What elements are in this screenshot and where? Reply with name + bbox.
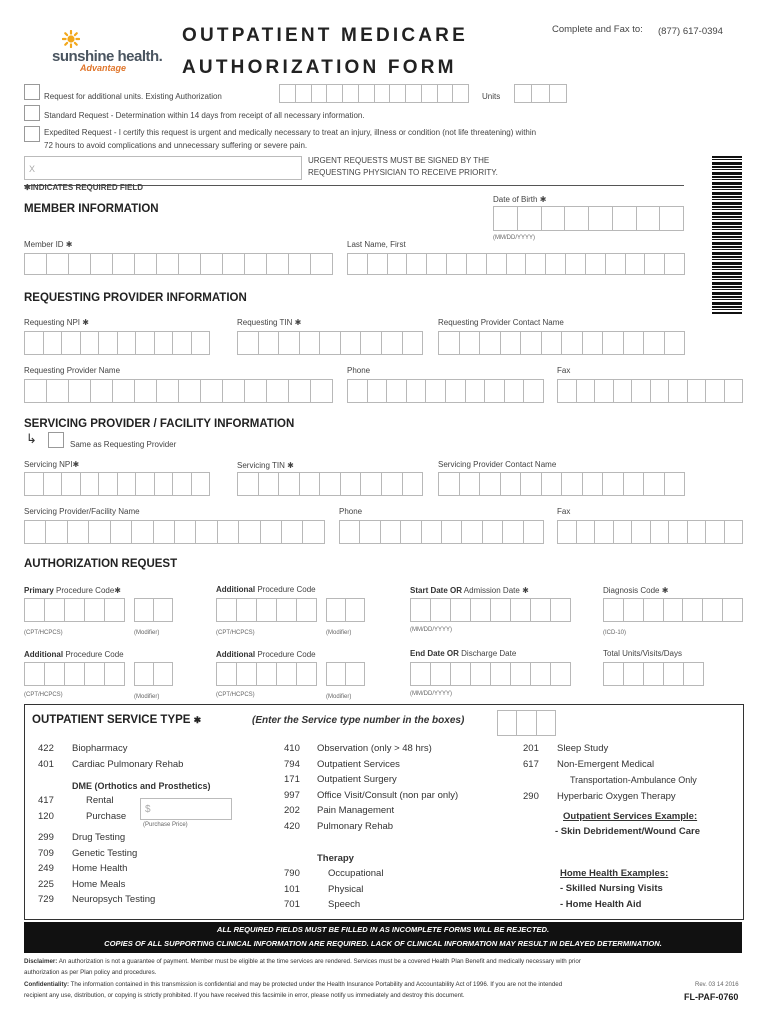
service-label: Outpatient Surgery — [317, 774, 397, 786]
fax-label: Complete and Fax to: — [552, 24, 643, 35]
service-code: 202 — [284, 805, 300, 817]
additional-cpt-field-3[interactable] — [216, 662, 316, 686]
req-phone-label: Phone — [347, 366, 371, 375]
procedure-code-label-4: Procedure Code — [257, 650, 316, 659]
sun-logo-icon — [62, 30, 80, 48]
required-asterisk-icon: ✱ — [522, 586, 529, 595]
serv-tin-field[interactable] — [237, 472, 422, 496]
req-contact-label: Requesting Provider Contact Name — [438, 318, 564, 327]
expedited-request-checkbox[interactable] — [24, 126, 40, 142]
primary-cpt-field[interactable] — [24, 598, 124, 622]
date-hint-2: (MM/DD/YYYY) — [410, 691, 452, 697]
additional-units-checkbox[interactable] — [24, 84, 40, 100]
primary-label: Primary — [24, 586, 54, 595]
additional-cpt-field-2[interactable] — [24, 662, 124, 686]
req-npi-label: Requesting NPI — [24, 318, 81, 327]
service-list-item — [38, 863, 155, 879]
transport-sub-label: Transportation-Ambulance Only — [570, 775, 697, 785]
service-list-col2 — [284, 743, 458, 837]
service-label: Pulmonary Rehab — [317, 820, 394, 832]
diagnosis-code-label: Diagnosis Code — [603, 586, 660, 595]
req-name-field[interactable] — [24, 379, 332, 403]
service-list-col1 — [38, 743, 183, 775]
service-code: 417 — [38, 795, 54, 806]
modifier-hint-1: (Modifier) — [134, 630, 160, 636]
service-code: 401 — [38, 759, 54, 770]
start-date-label: Start Date OR — [410, 586, 463, 595]
service-type-heading: OUTPATIENT SERVICE TYPE — [32, 714, 191, 726]
required-asterisk-icon: ✱ — [114, 586, 121, 595]
service-code: 422 — [38, 743, 54, 754]
service-code: 225 — [38, 878, 54, 890]
member-name-field[interactable] — [347, 253, 684, 275]
required-asterisk-icon: ✱ — [294, 318, 302, 327]
date-hint-1: (MM/DD/YYYY) — [410, 627, 452, 633]
service-code: 171 — [284, 774, 300, 786]
service-code: 101 — [284, 883, 300, 895]
arrow-down-right-icon: ↳ — [26, 431, 37, 446]
service-list-item — [38, 743, 183, 759]
signature-x: X — [29, 164, 36, 174]
total-units-label: Total Units/Visits/Days — [603, 649, 682, 658]
modifier-hint-2: (Modifier) — [326, 630, 352, 636]
required-asterisk-icon: ✱ — [72, 460, 80, 469]
cpt-hint-2: (CPT/HCPCS) — [216, 630, 255, 636]
req-phone-field[interactable] — [347, 379, 543, 403]
req-fax-label: Fax — [557, 366, 571, 375]
service-code: 290 — [523, 791, 539, 802]
service-list-item — [38, 879, 155, 895]
service-code: 420 — [284, 820, 300, 832]
brand-name: sunshine health. — [52, 48, 163, 65]
discharge-date-label: Discharge Date — [461, 649, 517, 658]
dob-format-hint: (MM/DD/YYYY) — [493, 235, 535, 241]
primary-modifier-field[interactable] — [134, 598, 172, 622]
service-list-item — [38, 759, 183, 775]
service-code: 729 — [38, 894, 54, 905]
therapy-heading: Therapy — [317, 853, 354, 864]
serv-name-label: Servicing Provider/Facility Name — [24, 507, 140, 516]
form-title-line1: OUTPATIENT MEDICARE — [182, 25, 468, 46]
service-list-item — [284, 805, 458, 821]
start-date-field[interactable] — [410, 598, 570, 622]
procedure-code-label: Procedure Code — [56, 586, 115, 595]
service-label: Pain Management — [317, 805, 395, 817]
service-code: 709 — [38, 847, 54, 859]
dob-label: Date of Birth — [493, 195, 538, 204]
serv-contact-field[interactable] — [438, 472, 684, 496]
service-code: 701 — [284, 899, 300, 911]
service-list-item — [284, 821, 458, 837]
dob-field[interactable] — [493, 206, 683, 231]
required-asterisk-icon: ✱ — [539, 195, 547, 204]
service-list-item — [523, 791, 676, 807]
serv-contact-label: Servicing Provider Contact Name — [438, 460, 557, 469]
service-label: Physical — [328, 883, 364, 895]
service-label: Observation (only > 48 hrs) — [317, 743, 432, 754]
service-type-instruction: (Enter the Service type number in the boxes) — [252, 715, 465, 726]
existing-auth-field[interactable] — [279, 84, 468, 103]
service-list-item — [284, 774, 458, 790]
service-code: 997 — [284, 789, 300, 801]
req-fax-field[interactable] — [557, 379, 742, 403]
dollar-sign: $ — [145, 804, 151, 815]
req-provider-heading: REQUESTING PROVIDER INFORMATION — [24, 292, 247, 304]
service-label: Office Visit/Consult (non par only) — [317, 789, 459, 801]
service-label: Non-Emergent Medical — [557, 759, 655, 770]
therapy-list — [284, 868, 383, 915]
service-list-item — [284, 743, 458, 759]
req-contact-field[interactable] — [438, 331, 684, 355]
urgent-note-line2: REQUESTING PHYSICIAN TO RECEIVE PRIORITY. — [308, 168, 498, 177]
modifier-hint-3: (Modifier) — [134, 694, 160, 700]
service-label: Sleep Study — [557, 743, 609, 754]
units-label: Units — [482, 92, 501, 101]
disclaimer-text — [24, 956, 614, 978]
required-asterisk-icon: ✱ — [287, 461, 294, 470]
dme-heading: DME (Orthotics and Prosthetics) — [72, 781, 211, 791]
service-label: Purchase — [86, 811, 127, 822]
service-list-item — [38, 832, 155, 848]
serv-provider-heading: SERVICING PROVIDER / FACILITY INFORMATION — [24, 418, 295, 430]
req-npi-field[interactable] — [24, 331, 209, 355]
modifier-hint-4: (Modifier) — [326, 694, 352, 700]
service-list-item — [523, 743, 654, 759]
confidentiality-text — [24, 979, 584, 1001]
footer-warning-bar — [24, 922, 742, 953]
required-asterisk-icon: ✱ — [24, 183, 31, 192]
service-label: Drug Testing — [72, 832, 126, 843]
service-label: Hyperbaric Oxygen Therapy — [557, 791, 676, 802]
procedure-code-label-3: Procedure Code — [65, 650, 124, 659]
service-type-field[interactable] — [497, 710, 555, 736]
units-field[interactable] — [514, 84, 566, 103]
end-date-field[interactable] — [410, 662, 570, 686]
service-list-item — [38, 894, 155, 910]
same-as-requesting-label: Same as Requesting Provider — [70, 440, 177, 449]
additional-label-1: Additional — [216, 585, 256, 594]
hh-example-item-2: - Home Health Aid — [560, 899, 642, 910]
service-list-item — [38, 811, 126, 827]
serv-fax-field[interactable] — [557, 520, 742, 544]
total-units-field[interactable] — [603, 662, 703, 686]
additional-cpt-field-1[interactable] — [216, 598, 316, 622]
additional-label-3: Additional — [216, 650, 256, 659]
procedure-code-label-2: Procedure Code — [257, 585, 316, 594]
service-label: Biopharmacy — [72, 743, 128, 754]
disclaimer-body: An authorization is not a guarantee of payment. Member must be eligible at the time services are rendered. Services must be a covered Health Plan Benefit and medically necessary with prior authorization as per Plan policy and procedures. — [24, 958, 581, 976]
member-info-heading: MEMBER INFORMATION — [24, 203, 159, 215]
service-code: 794 — [284, 758, 300, 770]
expedited-request-line1: Expedited Request - I certify this request is urgent and medically necessary to treat an injury, illness or condition (not life threatening) within — [44, 128, 537, 137]
service-label: Cardiac Pulmonary Rehab — [72, 759, 184, 770]
revision-date: Rev. 03 14 2016 — [695, 982, 739, 988]
additional-units-label: Request for additional units. Existing Authorization — [44, 92, 222, 101]
serv-name-field[interactable] — [24, 520, 324, 544]
service-list-col3b — [523, 791, 676, 807]
service-list-col3 — [523, 743, 654, 775]
fax-number: (877) 617-0394 — [658, 26, 723, 37]
service-list-item — [284, 884, 383, 900]
physician-signature-field[interactable] — [24, 156, 302, 180]
required-asterisk-icon: ✱ — [661, 586, 669, 595]
serv-phone-field[interactable] — [339, 520, 543, 544]
service-code: 201 — [523, 743, 539, 754]
expedited-request-line2: 72 hours to avoid complications and unnecessary suffering or severe pain. — [44, 141, 308, 150]
service-code: 617 — [523, 759, 539, 770]
service-list-item — [284, 790, 458, 806]
form-title-line2: AUTHORIZATION FORM — [182, 57, 457, 78]
urgent-note-line1: URGENT REQUESTS MUST BE SIGNED BY THE — [308, 156, 490, 165]
hh-example-heading: Home Health Examples: — [560, 868, 669, 879]
additional-modifier-field-2[interactable] — [134, 662, 172, 686]
purchase-price-field[interactable] — [140, 798, 232, 820]
additional-label-2: Additional — [24, 650, 64, 659]
outpt-example-heading: Outpatient Services Example: — [563, 811, 698, 822]
service-code: 410 — [284, 743, 300, 754]
serv-phone-label: Phone — [339, 507, 363, 516]
service-label: Speech — [328, 899, 361, 911]
req-tin-field[interactable] — [237, 331, 422, 355]
additional-modifier-field-3[interactable] — [326, 662, 364, 686]
service-code: 120 — [38, 811, 54, 822]
serv-npi-label: Servicing NPI — [24, 460, 73, 469]
same-as-requesting-checkbox[interactable] — [48, 432, 64, 448]
disclaimer-label: Disclaimer: — [24, 958, 58, 965]
outpt-example-item: - Skin Debridement/Wound Care — [555, 826, 700, 837]
req-name-label: Requesting Provider Name — [24, 366, 121, 375]
service-label: Outpatient Services — [317, 758, 400, 770]
confidentiality-label: Confidentiality: — [24, 981, 70, 988]
service-list-col1b — [38, 832, 155, 910]
required-asterisk-icon: ✱ — [82, 318, 89, 327]
service-label: Home Health — [72, 863, 128, 874]
hh-example-item-1: - Skilled Nursing Visits — [560, 883, 663, 894]
end-date-label: End Date OR — [410, 649, 459, 658]
service-list-item — [284, 899, 383, 915]
last-first-label: Last Name, First — [347, 240, 406, 249]
serv-fax-label: Fax — [557, 507, 571, 516]
diagnosis-code-field[interactable] — [603, 598, 742, 622]
purchase-price-hint: (Purchase Price) — [143, 822, 188, 828]
service-list-item — [284, 759, 458, 775]
barcode-graphic — [712, 156, 742, 314]
service-code: 790 — [284, 868, 300, 879]
footer-warning-line1: ALL REQUIRED FIELDS MUST BE FILLED IN AS INCOMPLETE FORMS WILL BE REJECTED. — [216, 925, 550, 934]
service-label: Neuropsych Testing — [72, 894, 156, 905]
service-label: Occupational — [328, 868, 384, 879]
icd-hint: (ICD-10) — [603, 630, 627, 636]
req-tin-label: Requesting TIN — [237, 318, 293, 327]
cpt-hint-1: (CPT/HCPCS) — [24, 630, 63, 636]
service-list-item — [284, 868, 383, 884]
service-list-item — [38, 848, 155, 864]
brand-sub: Advantage — [80, 63, 127, 73]
auth-request-heading: AUTHORIZATION REQUEST — [24, 558, 178, 570]
form-code: FL-PAF-0760 — [684, 992, 739, 1002]
dme-list — [38, 795, 126, 827]
service-list-item — [38, 795, 126, 811]
member-id-label: Member ID — [24, 240, 64, 249]
required-asterisk-icon: ✱ — [193, 715, 202, 725]
serv-tin-label: Servicing TIN — [237, 461, 285, 470]
service-label: Rental — [86, 795, 114, 806]
service-label: Genetic Testing — [72, 847, 138, 859]
cpt-hint-3: (CPT/HCPCS) — [24, 692, 63, 698]
footer-warning-line2: COPIES OF ALL SUPPORTING CLINICAL INFORMATION ARE REQUIRED. LACK OF CLINICAL INFORMATION MAY RESULT IN DELAYED DETERMINATION. — [104, 939, 662, 948]
standard-request-label: Standard Request - Determination within 14 days from receipt of all necessary information. — [44, 111, 365, 120]
required-asterisk-icon: ✱ — [65, 240, 73, 249]
service-code: 249 — [38, 863, 54, 874]
standard-request-checkbox[interactable] — [24, 105, 40, 121]
cpt-hint-4: (CPT/HCPCS) — [216, 692, 255, 698]
member-id-field[interactable] — [24, 253, 332, 275]
confidentiality-body: The information contained in this transmission is confidential and may be protected under the Health Insurance Portability and Accountability Act of 1996. If you are not the intended recipient any use, distribution, or copying is strictly prohibited. If you have received this facsimile in error, please notify us immediately and destroy this document. — [24, 981, 563, 999]
service-code: 299 — [38, 832, 54, 843]
admission-date-label: Admission Date — [463, 586, 520, 595]
additional-modifier-field-1[interactable] — [326, 598, 364, 622]
serv-npi-field[interactable] — [24, 472, 209, 496]
required-field-note: INDICATES REQUIRED FIELD — [30, 183, 144, 192]
service-list-item — [523, 759, 654, 775]
service-label: Home Meals — [72, 878, 126, 890]
